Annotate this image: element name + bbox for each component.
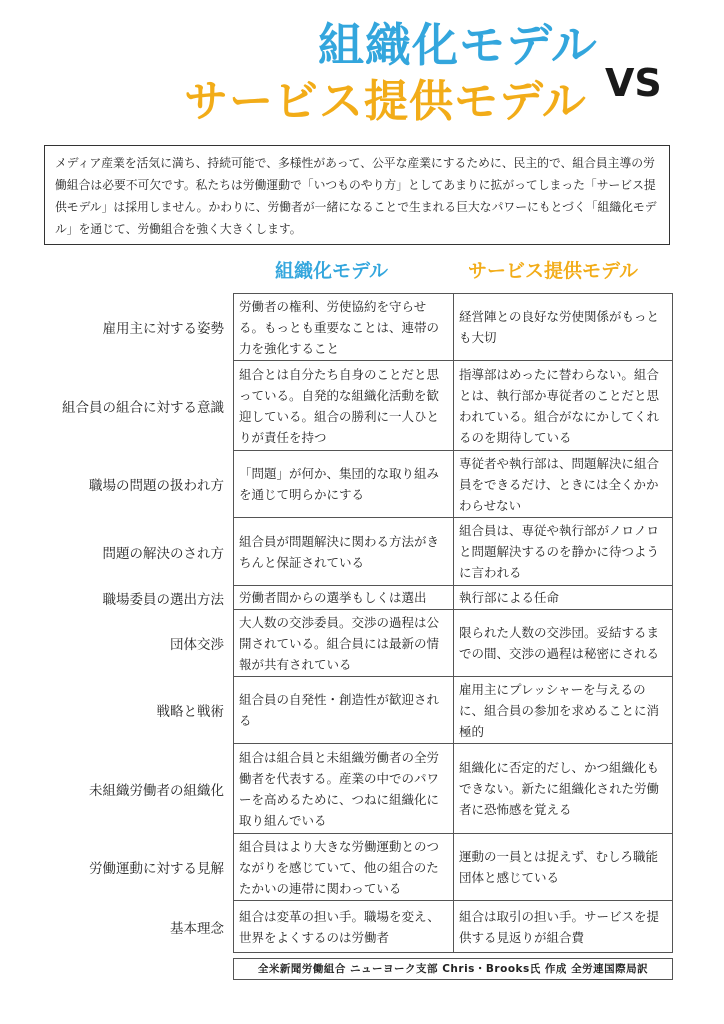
organizing-cell: 大人数の交渉委員。交渉の過程は公開されている。組合員には最新の情報が共有されている: [234, 610, 454, 676]
organizing-cell: 組合員が問題解決に関わる方法がきちんと保証されている: [234, 518, 454, 585]
service-cell: 運動の一員とは捉えず、むしろ職能団体と感じている: [459, 849, 659, 885]
column-header-organizing: 組織化モデル: [275, 260, 389, 282]
service-cell: 専従者や執行部は、問題解決に組合員をできるだけ、ときには全くかかわらせない: [459, 455, 660, 513]
table-row: [62, 361, 673, 451]
comparison-table: [62, 293, 673, 953]
organizing-cell: 労働者の権利、労使協約を守らせる。もっとも重要なことは、連帯の力を強化すること: [234, 294, 454, 360]
row-label: 未組織労働者の組織化: [89, 782, 224, 799]
service-cell: 雇用主にプレッシャーを与えるのに、組合員の参加を求めることに消極的: [459, 681, 660, 739]
intro-text-box: メディア産業を活気に満ち、持続可能で、多様性があって、公平な産業にするために、民主的で、組合員主導の労働組合は必要不可欠です。私たちは労働運動で「いつものやり方」としてあまりに拡がってしまった「サービス提供モデル」は採用しません。かわりに、労働者が一緒になることで生まれる巨大なパワーにもとづく「組織化モデル」を通じて、労働組合を強く大きくします。: [44, 145, 670, 245]
row-label: 組合員の組合に対する意識: [62, 399, 224, 416]
row-label: 雇用主に対する姿勢: [102, 321, 224, 337]
title-vs: VS: [605, 61, 662, 105]
organizing-cell: 組合員の自発性・創造性が歓迎される: [234, 677, 454, 743]
table-row: [156, 677, 673, 744]
service-cell: 経営陣との良好な労使関係がもっとも大切: [459, 309, 660, 345]
organizing-cell: 組合は変革の担い手。職場を変え、世界をよくするのは労働者: [234, 901, 454, 952]
service-cell: 指導部はめったに替わらない。組合とは、執行部か専従者のことだと思われている。組合がなにかしてくれるのを期待している: [459, 366, 660, 445]
table-row: [170, 610, 673, 677]
row-label: 職場委員の選出方法: [102, 591, 224, 608]
service-cell: 組織化に否定的だし、かつ組織化もできない。新たに組織化された労働者に恐怖感を覚える: [459, 760, 660, 817]
row-label: 戦略と戦術: [156, 704, 224, 720]
organizing-cell: 組合員はより大きな労働運動とのつながりを感じていて、他の組合のたたかいの連帯に関わっている: [234, 834, 454, 900]
row-label: 問題の解決のされ方: [102, 545, 224, 562]
row-label: 職場の問題の扱われ方: [89, 478, 224, 494]
row-label: 基本理念: [170, 920, 224, 937]
table-row: [89, 744, 673, 834]
row-label: 労働運動に対する見解: [89, 861, 224, 877]
table-row: [102, 518, 673, 586]
row-label: 団体交渉: [170, 637, 224, 653]
service-cell: 限られた人数の交渉団。妥結するまでの間、交渉の過程は秘密にされる: [459, 625, 660, 661]
service-cell: 組合は取引の担い手。サービスを提供する見返りが組合費: [459, 908, 660, 945]
organizing-cell: 組合とは自分たち自身のことだと思っている。自発的な組織化活動を歓迎している。組合の勝利に一人ひとりが責任を持つ: [234, 361, 454, 450]
column-header-service: サービス提供モデル: [468, 260, 639, 282]
organizing-cell: 組合は組合員と未組織労働者の全労働者を代表する。産業の中でのパワーを高めるために、つねに組織化に取り組んでいる: [234, 744, 454, 833]
credit-footer: 全米新聞労働組合 ニューヨーク支部 Chris・Brooks氏 作成 全労連国際局訳: [233, 958, 673, 980]
organizing-cell: 労働者間からの選挙もしくは選出: [234, 586, 454, 609]
title-organizing-model: 組織化モデル: [318, 18, 598, 72]
service-cell: 執行部による任命: [459, 590, 560, 605]
table-row: [89, 834, 673, 901]
table-row: [102, 586, 673, 610]
organizing-cell: 「問題」が何か、集団的な取り組みを通じて明らかにする: [234, 451, 454, 517]
table-row: [102, 294, 673, 361]
title-service-model: サービス提供モデル: [184, 76, 587, 127]
table-row: [89, 451, 673, 518]
service-cell: 組合員は、専従や執行部がノロノロと問題解決するのを静かに待つように言われる: [459, 523, 660, 580]
table-row: [170, 901, 673, 953]
